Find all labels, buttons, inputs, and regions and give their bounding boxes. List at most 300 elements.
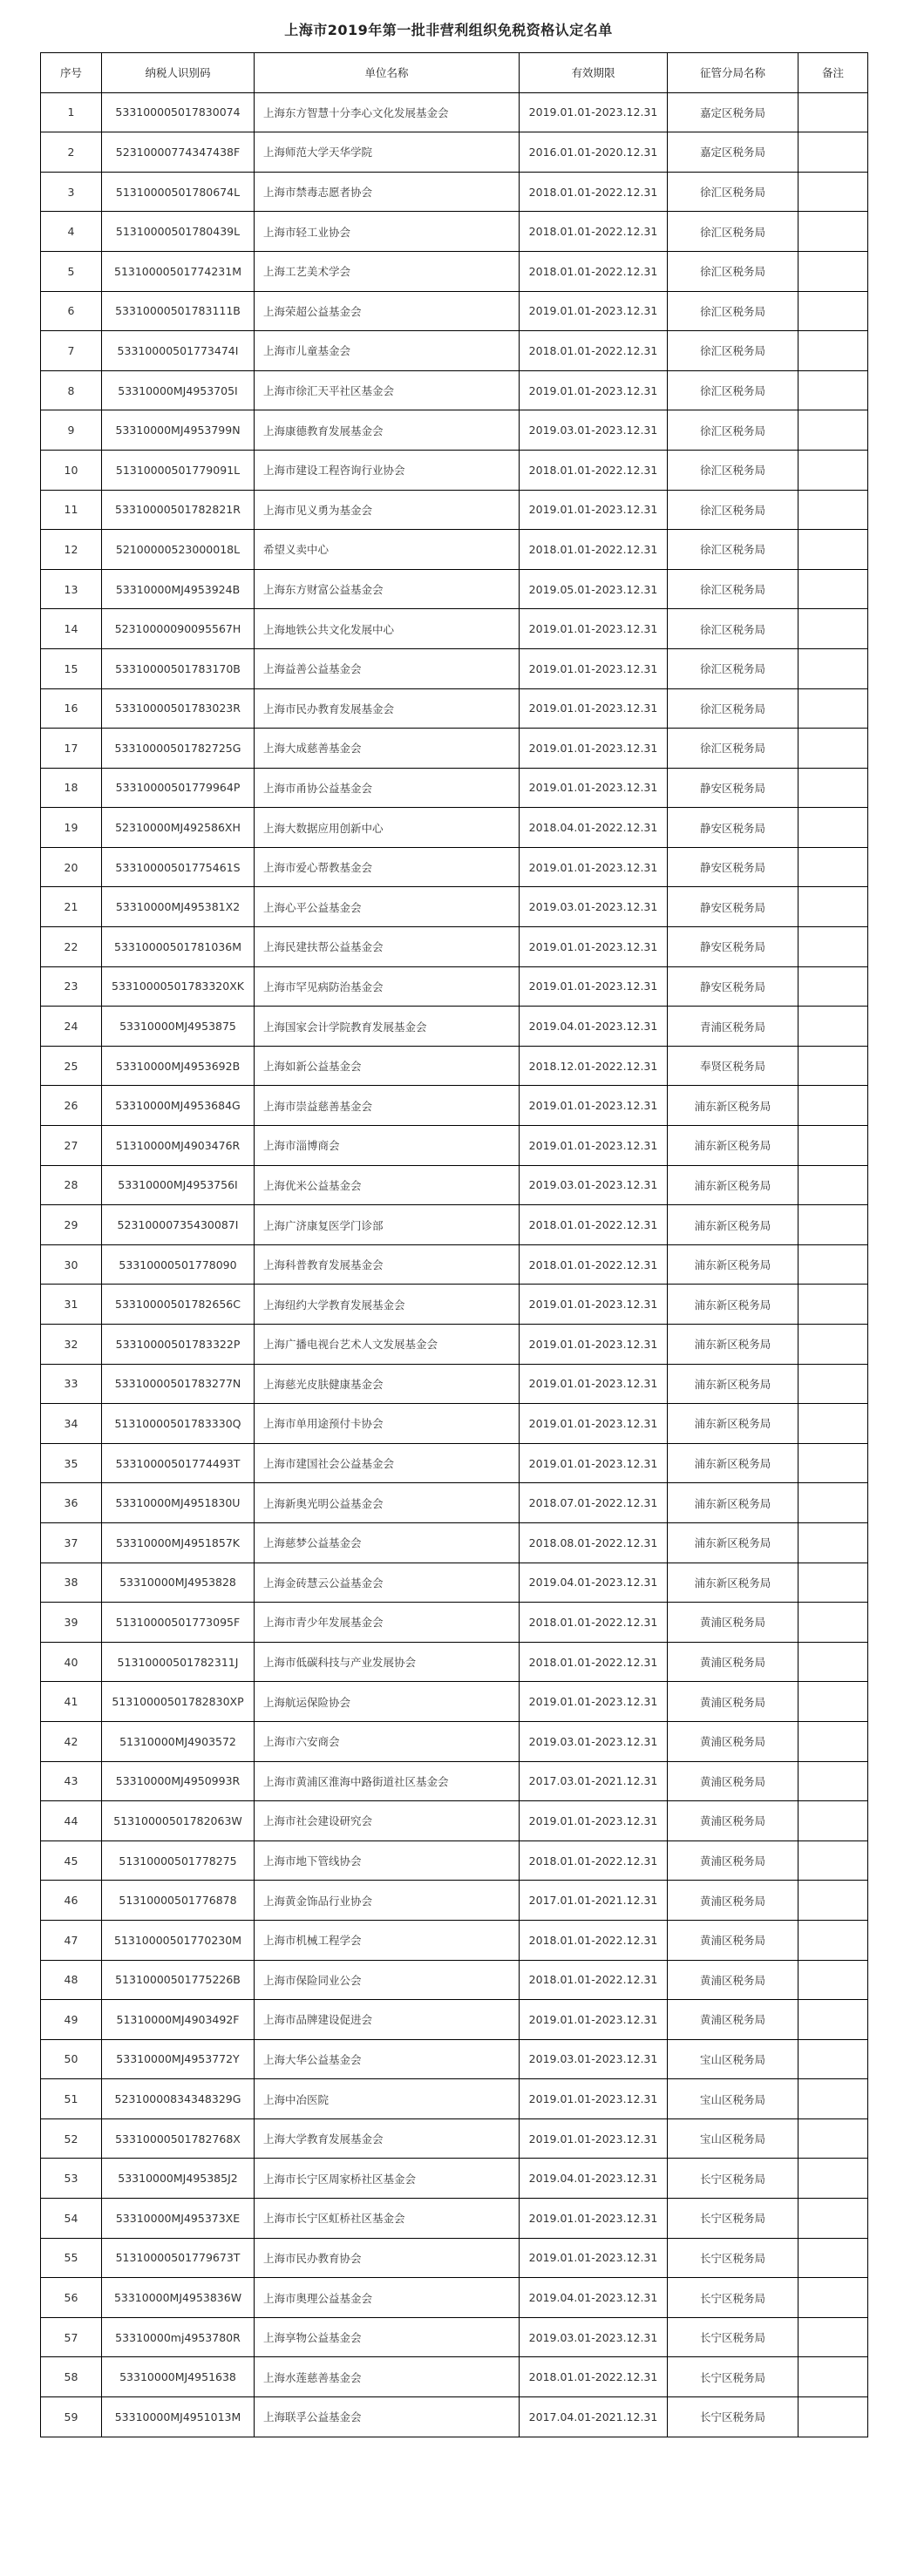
cell-organization-name: 上海市爱心帮教基金会 bbox=[255, 847, 520, 887]
cell-organization-name: 上海纽约大学教育发展基金会 bbox=[255, 1285, 520, 1325]
cell-remarks bbox=[798, 1483, 868, 1523]
table-row bbox=[41, 2079, 868, 2119]
cell-remarks bbox=[798, 688, 868, 729]
cell-taxpayer-id: 53310000501783277N bbox=[102, 1364, 255, 1404]
table-row bbox=[41, 2039, 868, 2079]
cell-validity-period: 2019.05.01-2023.12.31 bbox=[520, 569, 668, 609]
cell-validity-period: 2019.01.01-2023.12.31 bbox=[520, 291, 668, 331]
table-row bbox=[41, 1404, 868, 1444]
table-row bbox=[41, 1801, 868, 1841]
cell-validity-period: 2016.01.01-2020.12.31 bbox=[520, 132, 668, 173]
cell-remarks bbox=[798, 291, 868, 331]
cell-taxpayer-id: 51310000501773095F bbox=[102, 1603, 255, 1643]
cell-serial-number: 22 bbox=[41, 927, 102, 967]
cell-organization-name: 上海民建扶帮公益基金会 bbox=[255, 927, 520, 967]
cell-serial-number: 11 bbox=[41, 490, 102, 530]
cell-tax-bureau: 青浦区税务局 bbox=[668, 1007, 798, 1047]
cell-organization-name: 上海市地下管线协会 bbox=[255, 1840, 520, 1881]
cell-organization-name: 上海市民办教育协会 bbox=[255, 2238, 520, 2278]
cell-tax-bureau: 浦东新区税务局 bbox=[668, 1285, 798, 1325]
cell-tax-bureau: 浦东新区税务局 bbox=[668, 1325, 798, 1365]
cell-organization-name: 上海市徐汇天平社区基金会 bbox=[255, 370, 520, 410]
cell-organization-name: 上海市儿童基金会 bbox=[255, 331, 520, 371]
cell-tax-bureau: 静安区税务局 bbox=[668, 887, 798, 927]
cell-taxpayer-id: 53310000MJ4953799N bbox=[102, 410, 255, 451]
table-row bbox=[41, 2278, 868, 2318]
cell-tax-bureau: 嘉定区税务局 bbox=[668, 132, 798, 173]
table-row bbox=[41, 251, 868, 291]
cell-tax-bureau: 黄浦区税务局 bbox=[668, 1761, 798, 1801]
cell-remarks bbox=[798, 1721, 868, 1761]
cell-organization-name: 上海优米公益基金会 bbox=[255, 1165, 520, 1205]
cell-serial-number: 4 bbox=[41, 212, 102, 252]
cell-organization-name: 上海市奥理公益基金会 bbox=[255, 2278, 520, 2318]
cell-validity-period: 2019.01.01-2023.12.31 bbox=[520, 768, 668, 808]
table-row bbox=[41, 1244, 868, 1285]
cell-taxpayer-id: 53310000MJ495373XE bbox=[102, 2199, 255, 2239]
table-row bbox=[41, 847, 868, 887]
cell-serial-number: 38 bbox=[41, 1563, 102, 1603]
cell-tax-bureau: 徐汇区税务局 bbox=[668, 172, 798, 212]
cell-tax-bureau: 长宁区税务局 bbox=[668, 2238, 798, 2278]
cell-serial-number: 54 bbox=[41, 2199, 102, 2239]
table-row bbox=[41, 212, 868, 252]
cell-serial-number: 27 bbox=[41, 1126, 102, 1166]
cell-validity-period: 2019.04.01-2023.12.31 bbox=[520, 2278, 668, 2318]
cell-tax-bureau: 浦东新区税务局 bbox=[668, 1165, 798, 1205]
table-row bbox=[41, 1642, 868, 1682]
cell-validity-period: 2019.01.01-2023.12.31 bbox=[520, 966, 668, 1007]
table-row bbox=[41, 1603, 868, 1643]
cell-validity-period: 2018.12.01-2022.12.31 bbox=[520, 1046, 668, 1086]
cell-taxpayer-id: 53310000MJ4953705I bbox=[102, 370, 255, 410]
header-serial-number: 序号 bbox=[41, 53, 102, 93]
table-row bbox=[41, 530, 868, 570]
cell-tax-bureau: 徐汇区税务局 bbox=[668, 291, 798, 331]
cell-taxpayer-id: 53310000501773474I bbox=[102, 331, 255, 371]
cell-tax-bureau: 徐汇区税务局 bbox=[668, 609, 798, 649]
cell-tax-bureau: 静安区税务局 bbox=[668, 768, 798, 808]
cell-tax-bureau: 黄浦区税务局 bbox=[668, 1881, 798, 1921]
cell-validity-period: 2017.01.01-2021.12.31 bbox=[520, 1881, 668, 1921]
cell-validity-period: 2018.01.01-2022.12.31 bbox=[520, 1603, 668, 1643]
cell-validity-period: 2018.01.01-2022.12.31 bbox=[520, 2357, 668, 2397]
cell-serial-number: 9 bbox=[41, 410, 102, 451]
table-row bbox=[41, 1761, 868, 1801]
table-row bbox=[41, 1443, 868, 1483]
cell-validity-period: 2019.04.01-2023.12.31 bbox=[520, 2159, 668, 2199]
cell-validity-period: 2019.04.01-2023.12.31 bbox=[520, 1563, 668, 1603]
cell-serial-number: 24 bbox=[41, 1007, 102, 1047]
cell-serial-number: 19 bbox=[41, 808, 102, 848]
header-taxpayer-id: 纳税人识别码 bbox=[102, 53, 255, 93]
cell-taxpayer-id: 51310000501779673T bbox=[102, 2238, 255, 2278]
cell-remarks bbox=[798, 1364, 868, 1404]
cell-remarks bbox=[798, 609, 868, 649]
cell-organization-name: 上海广济康复医学门诊部 bbox=[255, 1205, 520, 1245]
cell-taxpayer-id: 53310000MJ4951857K bbox=[102, 1522, 255, 1563]
cell-validity-period: 2019.01.01-2023.12.31 bbox=[520, 2079, 668, 2119]
table-row bbox=[41, 688, 868, 729]
cell-organization-name: 上海市品牌建设促进会 bbox=[255, 2000, 520, 2040]
cell-tax-bureau: 黄浦区税务局 bbox=[668, 1721, 798, 1761]
cell-validity-period: 2018.01.01-2022.12.31 bbox=[520, 212, 668, 252]
cell-tax-bureau: 黄浦区税务局 bbox=[668, 2000, 798, 2040]
cell-tax-bureau: 浦东新区税务局 bbox=[668, 1086, 798, 1126]
cell-remarks bbox=[798, 1840, 868, 1881]
cell-serial-number: 51 bbox=[41, 2079, 102, 2119]
cell-remarks bbox=[798, 1205, 868, 1245]
table-body bbox=[41, 92, 868, 2437]
cell-validity-period: 2019.01.01-2023.12.31 bbox=[520, 609, 668, 649]
cell-taxpayer-id: 53310000501783320XK bbox=[102, 966, 255, 1007]
cell-serial-number: 28 bbox=[41, 1165, 102, 1205]
cell-remarks bbox=[798, 1165, 868, 1205]
cell-validity-period: 2018.01.01-2022.12.31 bbox=[520, 530, 668, 570]
cell-remarks bbox=[798, 1920, 868, 1960]
cell-tax-bureau: 徐汇区税务局 bbox=[668, 370, 798, 410]
table-row bbox=[41, 966, 868, 1007]
cell-validity-period: 2018.01.01-2022.12.31 bbox=[520, 1205, 668, 1245]
cell-serial-number: 12 bbox=[41, 530, 102, 570]
cell-serial-number: 59 bbox=[41, 2397, 102, 2437]
cell-organization-name: 上海市轻工业协会 bbox=[255, 212, 520, 252]
cell-tax-bureau: 浦东新区税务局 bbox=[668, 1522, 798, 1563]
cell-tax-bureau: 徐汇区税务局 bbox=[668, 450, 798, 490]
cell-taxpayer-id: 51310000501770230M bbox=[102, 1920, 255, 1960]
cell-serial-number: 47 bbox=[41, 1920, 102, 1960]
cell-taxpayer-id: 53310000mj4953780R bbox=[102, 2317, 255, 2357]
table-row bbox=[41, 1364, 868, 1404]
cell-remarks bbox=[798, 569, 868, 609]
cell-organization-name: 上海大数据应用创新中心 bbox=[255, 808, 520, 848]
cell-remarks bbox=[798, 1046, 868, 1086]
table-row bbox=[41, 1007, 868, 1047]
cell-validity-period: 2018.07.01-2022.12.31 bbox=[520, 1483, 668, 1523]
table-row bbox=[41, 291, 868, 331]
cell-taxpayer-id: 53310000501778090 bbox=[102, 1244, 255, 1285]
table-row bbox=[41, 2397, 868, 2437]
table-row bbox=[41, 887, 868, 927]
cell-organization-name: 上海航运保险协会 bbox=[255, 1682, 520, 1722]
cell-taxpayer-id: 51310000501778275 bbox=[102, 1840, 255, 1881]
cell-tax-bureau: 徐汇区税务局 bbox=[668, 490, 798, 530]
cell-remarks bbox=[798, 1007, 868, 1047]
cell-tax-bureau: 浦东新区税务局 bbox=[668, 1443, 798, 1483]
cell-validity-period: 2018.01.01-2022.12.31 bbox=[520, 331, 668, 371]
cell-tax-bureau: 黄浦区税务局 bbox=[668, 1920, 798, 1960]
cell-tax-bureau: 浦东新区税务局 bbox=[668, 1126, 798, 1166]
cell-organization-name: 上海市罕见病防治基金会 bbox=[255, 966, 520, 1007]
cell-validity-period: 2017.03.01-2021.12.31 bbox=[520, 1761, 668, 1801]
cell-serial-number: 5 bbox=[41, 251, 102, 291]
cell-remarks bbox=[798, 2278, 868, 2318]
cell-tax-bureau: 徐汇区税务局 bbox=[668, 688, 798, 729]
cell-serial-number: 7 bbox=[41, 331, 102, 371]
table-row bbox=[41, 768, 868, 808]
cell-serial-number: 1 bbox=[41, 92, 102, 132]
cell-serial-number: 15 bbox=[41, 648, 102, 688]
cell-serial-number: 17 bbox=[41, 729, 102, 769]
certification-table bbox=[40, 52, 868, 2437]
cell-validity-period: 2019.03.01-2023.12.31 bbox=[520, 1165, 668, 1205]
cell-organization-name: 上海市淄博商会 bbox=[255, 1126, 520, 1166]
cell-taxpayer-id: 53310000MJ4953924B bbox=[102, 569, 255, 609]
cell-validity-period: 2019.03.01-2023.12.31 bbox=[520, 887, 668, 927]
cell-organization-name: 上海市建国社会公益基金会 bbox=[255, 1443, 520, 1483]
cell-remarks bbox=[798, 2357, 868, 2397]
table-row bbox=[41, 729, 868, 769]
cell-taxpayer-id: 53310000MJ4953692B bbox=[102, 1046, 255, 1086]
header-organization-name: 单位名称 bbox=[255, 53, 520, 93]
cell-remarks bbox=[798, 1960, 868, 2000]
cell-organization-name: 上海新奥光明公益基金会 bbox=[255, 1483, 520, 1523]
cell-tax-bureau: 宝山区税务局 bbox=[668, 2079, 798, 2119]
cell-tax-bureau: 长宁区税务局 bbox=[668, 2278, 798, 2318]
table-row bbox=[41, 2159, 868, 2199]
cell-taxpayer-id: 53310000501782821R bbox=[102, 490, 255, 530]
cell-serial-number: 33 bbox=[41, 1364, 102, 1404]
cell-taxpayer-id: 51310000501782830XP bbox=[102, 1682, 255, 1722]
cell-taxpayer-id: 53310000MJ4953684G bbox=[102, 1086, 255, 1126]
cell-validity-period: 2019.01.01-2023.12.31 bbox=[520, 490, 668, 530]
cell-tax-bureau: 静安区税务局 bbox=[668, 927, 798, 967]
cell-taxpayer-id: 53310000MJ4953875 bbox=[102, 1007, 255, 1047]
cell-tax-bureau: 徐汇区税务局 bbox=[668, 569, 798, 609]
cell-validity-period: 2019.01.01-2023.12.31 bbox=[520, 847, 668, 887]
cell-serial-number: 44 bbox=[41, 1801, 102, 1841]
table-row bbox=[41, 1285, 868, 1325]
cell-taxpayer-id: 53310000501782768X bbox=[102, 2118, 255, 2159]
cell-remarks bbox=[798, 808, 868, 848]
cell-organization-name: 上海大华公益基金会 bbox=[255, 2039, 520, 2079]
cell-taxpayer-id: 53310000MJ4953772Y bbox=[102, 2039, 255, 2079]
cell-validity-period: 2019.01.01-2023.12.31 bbox=[520, 1086, 668, 1126]
cell-serial-number: 36 bbox=[41, 1483, 102, 1523]
cell-tax-bureau: 长宁区税务局 bbox=[668, 2159, 798, 2199]
cell-tax-bureau: 徐汇区税务局 bbox=[668, 410, 798, 451]
cell-remarks bbox=[798, 729, 868, 769]
cell-remarks bbox=[798, 172, 868, 212]
table-row bbox=[41, 609, 868, 649]
cell-serial-number: 55 bbox=[41, 2238, 102, 2278]
cell-organization-name: 上海如新公益基金会 bbox=[255, 1046, 520, 1086]
cell-organization-name: 上海市民办教育发展基金会 bbox=[255, 688, 520, 729]
cell-tax-bureau: 嘉定区税务局 bbox=[668, 92, 798, 132]
cell-validity-period: 2019.01.01-2023.12.31 bbox=[520, 370, 668, 410]
cell-organization-name: 上海市长宁区虹桥社区基金会 bbox=[255, 2199, 520, 2239]
cell-taxpayer-id: 53310000MJ4950993R bbox=[102, 1761, 255, 1801]
table-row bbox=[41, 1960, 868, 2000]
cell-serial-number: 29 bbox=[41, 1205, 102, 1245]
cell-serial-number: 40 bbox=[41, 1642, 102, 1682]
cell-remarks bbox=[798, 2397, 868, 2437]
cell-organization-name: 上海心平公益基金会 bbox=[255, 887, 520, 927]
cell-taxpayer-id: 53310000501781036M bbox=[102, 927, 255, 967]
cell-serial-number: 34 bbox=[41, 1404, 102, 1444]
cell-validity-period: 2018.01.01-2022.12.31 bbox=[520, 251, 668, 291]
cell-organization-name: 上海市单用途预付卡协会 bbox=[255, 1404, 520, 1444]
cell-validity-period: 2019.03.01-2023.12.31 bbox=[520, 2039, 668, 2079]
cell-tax-bureau: 徐汇区税务局 bbox=[668, 729, 798, 769]
cell-taxpayer-id: 52310000834348329G bbox=[102, 2079, 255, 2119]
cell-remarks bbox=[798, 2039, 868, 2079]
cell-validity-period: 2019.01.01-2023.12.31 bbox=[520, 2238, 668, 2278]
table-row bbox=[41, 2357, 868, 2397]
cell-remarks bbox=[798, 370, 868, 410]
cell-taxpayer-id: 53310000501783322P bbox=[102, 1325, 255, 1365]
cell-remarks bbox=[798, 490, 868, 530]
table-row bbox=[41, 1483, 868, 1523]
cell-organization-name: 上海联孚公益基金会 bbox=[255, 2397, 520, 2437]
cell-taxpayer-id: 53310000501774493T bbox=[102, 1443, 255, 1483]
cell-remarks bbox=[798, 410, 868, 451]
cell-remarks bbox=[798, 927, 868, 967]
cell-taxpayer-id: 53310000501782656C bbox=[102, 1285, 255, 1325]
table-row bbox=[41, 2000, 868, 2040]
table-row bbox=[41, 1682, 868, 1722]
cell-validity-period: 2019.01.01-2023.12.31 bbox=[520, 1682, 668, 1722]
cell-remarks bbox=[798, 1086, 868, 1126]
cell-serial-number: 16 bbox=[41, 688, 102, 729]
cell-organization-name: 上海金砖慧云公益基金会 bbox=[255, 1563, 520, 1603]
table-row bbox=[41, 450, 868, 490]
cell-remarks bbox=[798, 966, 868, 1007]
cell-taxpayer-id: 53310000MJ495385J2 bbox=[102, 2159, 255, 2199]
table-row bbox=[41, 1086, 868, 1126]
cell-tax-bureau: 浦东新区税务局 bbox=[668, 1244, 798, 1285]
cell-remarks bbox=[798, 1522, 868, 1563]
cell-remarks bbox=[798, 251, 868, 291]
cell-tax-bureau: 黄浦区税务局 bbox=[668, 1840, 798, 1881]
cell-validity-period: 2019.01.01-2023.12.31 bbox=[520, 2118, 668, 2159]
cell-organization-name: 上海科普教育发展基金会 bbox=[255, 1244, 520, 1285]
cell-serial-number: 18 bbox=[41, 768, 102, 808]
cell-serial-number: 10 bbox=[41, 450, 102, 490]
cell-validity-period: 2018.01.01-2022.12.31 bbox=[520, 1840, 668, 1881]
cell-organization-name: 上海市青少年发展基金会 bbox=[255, 1603, 520, 1643]
cell-organization-name: 上海师范大学天华学院 bbox=[255, 132, 520, 173]
cell-organization-name: 上海广播电视台艺术人文发展基金会 bbox=[255, 1325, 520, 1365]
table-row bbox=[41, 1563, 868, 1603]
cell-tax-bureau: 浦东新区税务局 bbox=[668, 1483, 798, 1523]
cell-taxpayer-id: 51310000501774231M bbox=[102, 251, 255, 291]
cell-taxpayer-id: 53310000MJ4951830U bbox=[102, 1483, 255, 1523]
cell-serial-number: 20 bbox=[41, 847, 102, 887]
cell-validity-period: 2019.01.01-2023.12.31 bbox=[520, 688, 668, 729]
cell-taxpayer-id: 53310000501783007‍4 bbox=[102, 92, 255, 132]
cell-organization-name: 上海国家会计学院教育发展基金会 bbox=[255, 1007, 520, 1047]
cell-remarks bbox=[798, 2238, 868, 2278]
cell-serial-number: 42 bbox=[41, 1721, 102, 1761]
cell-validity-period: 2019.01.01-2023.12.31 bbox=[520, 92, 668, 132]
cell-taxpayer-id: 51310000501780674L bbox=[102, 172, 255, 212]
table-row bbox=[41, 2118, 868, 2159]
cell-validity-period: 2019.04.01-2023.12.31 bbox=[520, 1007, 668, 1047]
cell-organization-name: 上海慈光皮肤健康基金会 bbox=[255, 1364, 520, 1404]
cell-remarks bbox=[798, 1443, 868, 1483]
cell-organization-name: 上海市机械工程学会 bbox=[255, 1920, 520, 1960]
cell-serial-number: 13 bbox=[41, 569, 102, 609]
cell-remarks bbox=[798, 2118, 868, 2159]
cell-remarks bbox=[798, 1285, 868, 1325]
cell-serial-number: 56 bbox=[41, 2278, 102, 2318]
cell-taxpayer-id: 53310000501775461S bbox=[102, 847, 255, 887]
cell-taxpayer-id: 53310000501783023R bbox=[102, 688, 255, 729]
cell-validity-period: 2018.01.01-2022.12.31 bbox=[520, 1920, 668, 1960]
cell-taxpayer-id: 51310000501776878 bbox=[102, 1881, 255, 1921]
cell-validity-period: 2019.01.01-2023.12.31 bbox=[520, 1325, 668, 1365]
cell-validity-period: 2019.01.01-2023.12.31 bbox=[520, 1404, 668, 1444]
cell-validity-period: 2019.01.01-2023.12.31 bbox=[520, 1364, 668, 1404]
cell-remarks bbox=[798, 1404, 868, 1444]
cell-organization-name: 上海市黄浦区淮海中路街道社区基金会 bbox=[255, 1761, 520, 1801]
cell-serial-number: 26 bbox=[41, 1086, 102, 1126]
cell-taxpayer-id: 51310000MJ4903492F bbox=[102, 2000, 255, 2040]
cell-taxpayer-id: 53310000MJ4953756I bbox=[102, 1165, 255, 1205]
cell-organization-name: 上海大成慈善基金会 bbox=[255, 729, 520, 769]
cell-tax-bureau: 徐汇区税务局 bbox=[668, 212, 798, 252]
cell-remarks bbox=[798, 887, 868, 927]
cell-serial-number: 49 bbox=[41, 2000, 102, 2040]
cell-remarks bbox=[798, 1761, 868, 1801]
cell-taxpayer-id: 51310000MJ4903476R bbox=[102, 1126, 255, 1166]
cell-tax-bureau: 黄浦区税务局 bbox=[668, 1603, 798, 1643]
cell-serial-number: 39 bbox=[41, 1603, 102, 1643]
table-row bbox=[41, 410, 868, 451]
table-row bbox=[41, 1046, 868, 1086]
cell-remarks bbox=[798, 847, 868, 887]
cell-serial-number: 3 bbox=[41, 172, 102, 212]
document-title: 上海市2019年第一批非营利组织免税资格认定名单 bbox=[284, 22, 613, 38]
cell-remarks bbox=[798, 1603, 868, 1643]
cell-serial-number: 37 bbox=[41, 1522, 102, 1563]
cell-organization-name: 上海水莲慈善基金会 bbox=[255, 2357, 520, 2397]
cell-remarks bbox=[798, 2079, 868, 2119]
cell-remarks bbox=[798, 92, 868, 132]
cell-remarks bbox=[798, 1244, 868, 1285]
cell-remarks bbox=[798, 1881, 868, 1921]
cell-serial-number: 25 bbox=[41, 1046, 102, 1086]
cell-validity-period: 2019.01.01-2023.12.31 bbox=[520, 1443, 668, 1483]
cell-serial-number: 23 bbox=[41, 966, 102, 1007]
table-row bbox=[41, 927, 868, 967]
cell-validity-period: 2018.01.01-2022.12.31 bbox=[520, 1244, 668, 1285]
cell-tax-bureau: 徐汇区税务局 bbox=[668, 251, 798, 291]
cell-organization-name: 上海东方财富公益基金会 bbox=[255, 569, 520, 609]
cell-taxpayer-id: 51310000501775226B bbox=[102, 1960, 255, 2000]
cell-remarks bbox=[798, 648, 868, 688]
cell-taxpayer-id: 52100000523000018L bbox=[102, 530, 255, 570]
cell-remarks bbox=[798, 1682, 868, 1722]
cell-taxpayer-id: 52310000735430087I bbox=[102, 1205, 255, 1245]
cell-tax-bureau: 徐汇区税务局 bbox=[668, 530, 798, 570]
cell-remarks bbox=[798, 331, 868, 371]
cell-validity-period: 2018.08.01-2022.12.31 bbox=[520, 1522, 668, 1563]
cell-validity-period: 2019.03.01-2023.12.31 bbox=[520, 1721, 668, 1761]
table-row bbox=[41, 1840, 868, 1881]
cell-validity-period: 2018.01.01-2022.12.31 bbox=[520, 1960, 668, 2000]
cell-organization-name: 上海地铁公共文化发展中心 bbox=[255, 609, 520, 649]
cell-validity-period: 2018.04.01-2022.12.31 bbox=[520, 808, 668, 848]
table-row bbox=[41, 92, 868, 132]
table-row bbox=[41, 331, 868, 371]
cell-validity-period: 2019.01.01-2023.12.31 bbox=[520, 1285, 668, 1325]
cell-remarks bbox=[798, 1325, 868, 1365]
cell-serial-number: 52 bbox=[41, 2118, 102, 2159]
cell-organization-name: 上海市保险同业公会 bbox=[255, 1960, 520, 2000]
cell-tax-bureau: 黄浦区税务局 bbox=[668, 1682, 798, 1722]
